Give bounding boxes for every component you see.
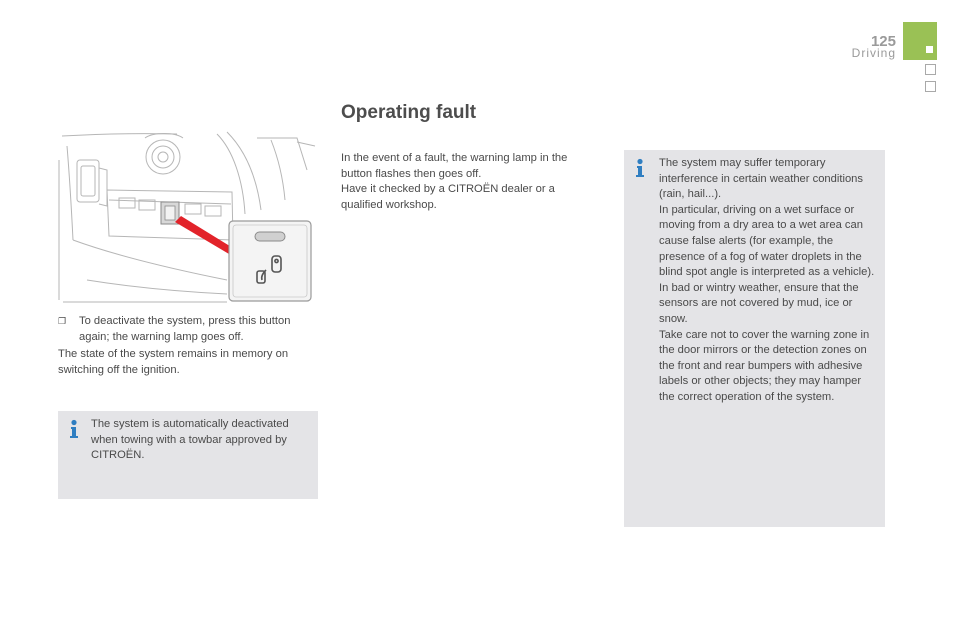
operating-fault-heading: Operating fault [341, 102, 477, 123]
weather-info-box [624, 150, 885, 527]
page-number: 125 [870, 33, 896, 50]
deactivate-instruction [58, 314, 318, 345]
operating-fault-text [341, 151, 596, 213]
dashboard-illustration [57, 130, 319, 305]
info-paragraph: In particular, driving on a wet surface or moving from a dry area to a wet area can cause false alerts (for example, the presence of a fog of water droplets in the blind spot angle is interpreted as a vehicle). [659, 203, 875, 279]
info-paragraph: Take care not to cover the warning zone in the door mirrors or the detection zones on the front and rear bumpers with adhesive labels or other objects; they may hamper the correct operation of the system. [659, 328, 870, 403]
info-paragraph: In bad or wintry weather, ensure that the sensors are not covered by mud, ice or snow. [659, 281, 859, 325]
fault-action: Have it checked by a CITROËN dealer or a qualified workshop. [341, 183, 555, 211]
chapter-tab-box [925, 64, 936, 75]
chapter-tab-active [903, 22, 937, 60]
warning-lamp [255, 232, 285, 241]
info-icon [632, 158, 648, 178]
chapter-tab-box [925, 81, 936, 92]
towing-info-box [58, 411, 318, 499]
info-icon [66, 419, 82, 439]
bullet-icon: ❐ [58, 316, 67, 326]
pointer-arrow [175, 216, 233, 254]
memory-note: The state of the system remains in memory on switching off the ignition. [58, 348, 289, 376]
towing-info-text: The system is automatically deactivated when towing with a towbar approved by CITROËN. [91, 418, 289, 462]
deactivate-instruction-text: To deactivate the system, press this button again; the warning lamp goes off. [79, 315, 291, 343]
section-label: Driving [851, 46, 896, 60]
info-paragraph: The system may suffer temporary interference in certain weather conditions (rain, hail...). [659, 157, 863, 201]
fault-description: In the event of a fault, the warning lamp in the button flashes then goes off. [341, 152, 568, 180]
chapter-tab-marker [926, 46, 933, 53]
weather-info-text [659, 156, 879, 406]
